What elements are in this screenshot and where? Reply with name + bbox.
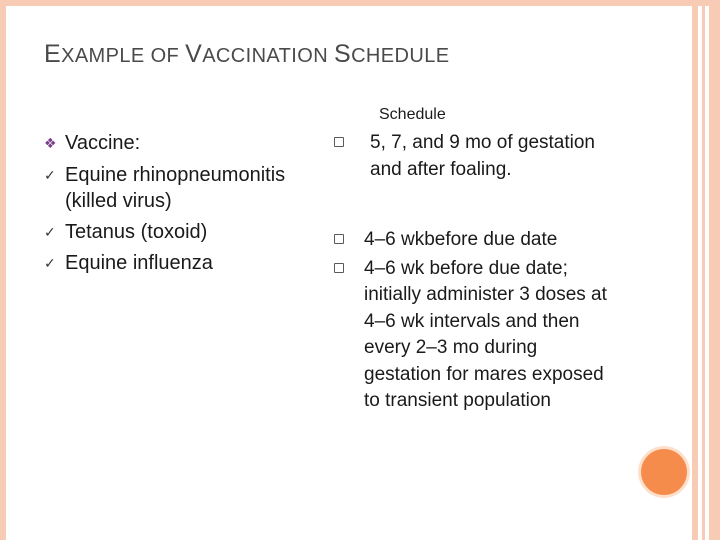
vaccine-heading: Vaccine: [65, 132, 141, 154]
stripe [709, 0, 720, 540]
title-letter: S [334, 40, 352, 68]
list-item [44, 130, 314, 156]
vaccine-list [44, 130, 314, 282]
schedule-text: 4–6 wk before due date; initially administer 3 doses at 4–6 wk intervals and then every 2–3 mo during gestation for mares exposed to transient population [364, 257, 607, 411]
stripe [692, 0, 698, 540]
list-item [44, 219, 314, 245]
schedule-text: 5, 7, and 9 mo of gestation and after foaling. [370, 132, 595, 180]
square-bullet-icon [334, 234, 344, 244]
vaccine-name: Tetanus (toxoid) [65, 221, 208, 243]
list-item [334, 256, 614, 415]
square-bullet-icon [334, 137, 344, 147]
schedule-list [334, 130, 614, 417]
schedule-text: 4–6 wkbefore due date [364, 229, 558, 250]
vaccine-name: Equine influenza [65, 252, 213, 274]
list-item [44, 162, 314, 214]
list-item [44, 250, 314, 276]
title-letter: E [44, 40, 62, 68]
title-text: CHEDULE [351, 45, 450, 67]
decorative-circle [641, 449, 687, 495]
checkmark-icon: ✓ [44, 167, 56, 183]
title-text: XAMPLE OF [61, 45, 186, 67]
title-text: ACCINATION [202, 45, 334, 67]
stripe [702, 0, 705, 540]
checkmark-icon: ✓ [44, 224, 56, 240]
square-bullet-icon [334, 263, 344, 273]
vaccine-name: Equine rhinopneumonitis (killed virus) [65, 164, 286, 212]
decorative-stripes [692, 0, 720, 540]
checkmark-icon: ✓ [44, 255, 56, 271]
slide-title [44, 40, 449, 69]
list-item [334, 130, 614, 183]
diamond-bullet-icon: ❖ [44, 135, 57, 151]
schedule-heading: Schedule [379, 106, 446, 123]
title-letter: V [185, 40, 203, 68]
list-item [334, 227, 614, 254]
